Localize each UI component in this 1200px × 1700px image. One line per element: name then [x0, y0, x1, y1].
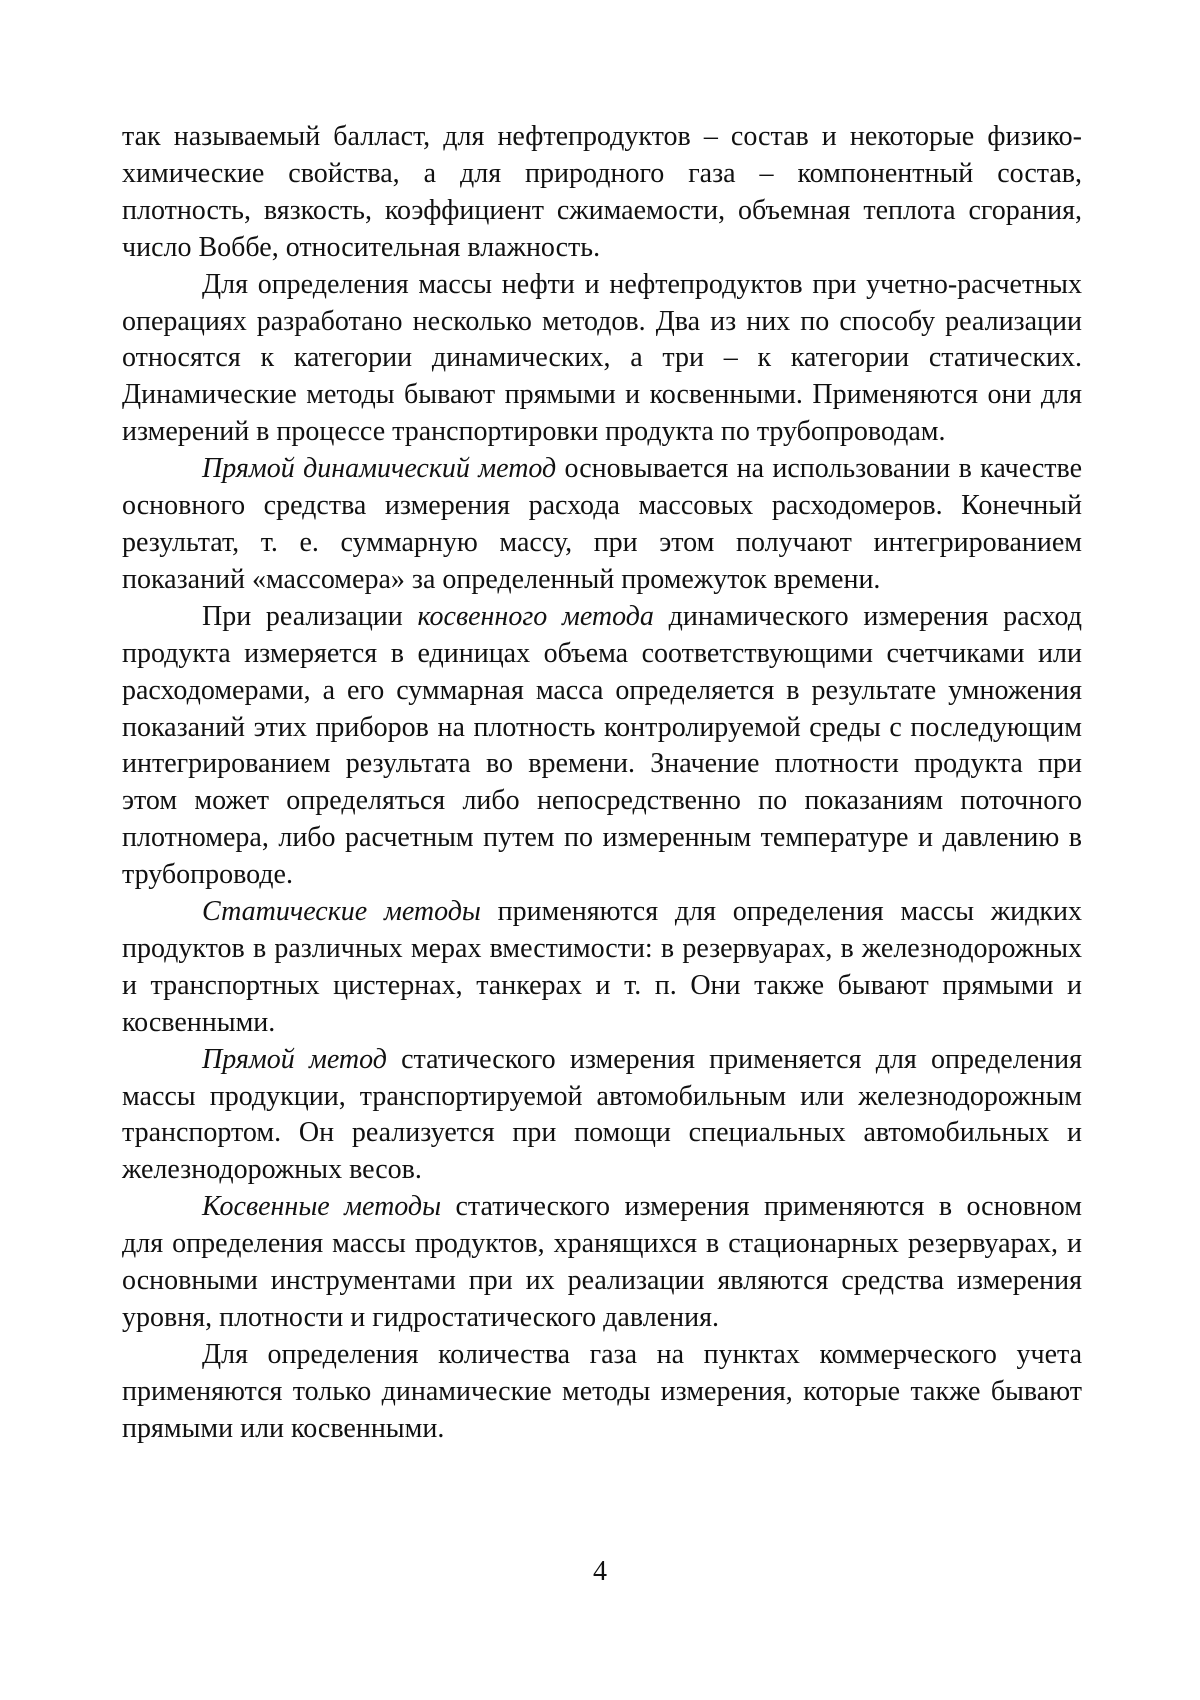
paragraph-static-methods: [122, 894, 1082, 1042]
paragraph-gas-metering: [122, 1337, 1082, 1448]
term-direct-method: Прямой метод: [202, 1044, 387, 1075]
term-indirect-methods: Косвенные методы: [202, 1191, 441, 1222]
paragraph-text: статического измерения применяются в основном для определения массы продуктов, хранящихся в стационарных резервуарах, и основными инструментами при их реализации являются средства измерения уровня, плотности и гидростатического давления.: [122, 1191, 1082, 1333]
term-direct-dynamic-method: Прямой динамический метод: [202, 453, 556, 484]
paragraph-methods-overview: [122, 267, 1082, 452]
paragraph-direct-dynamic-method: [122, 451, 1082, 599]
body-text: [122, 119, 1082, 1448]
paragraph-direct-method: [122, 1042, 1082, 1190]
paragraph-text: применяются для определения массы жидких продуктов в различных мерах вместимости: в резервуарах, в железнодорожных и транспортных цистернах, танкерах и т. п. Они также бывают прямыми и косвенными.: [122, 896, 1082, 1038]
paragraph-text: Для определения количества газа на пунктах коммерческого учета применяются только динамические методы измерения, которые также бывают прямыми или косвенными.: [122, 1339, 1082, 1444]
paragraph-text: так называемый балласт, для нефтепродуктов – состав и некоторые физико-химические свойства, а для природного газа – компонентный состав, плотность, вязкость, коэффициент сжимаемости, объемная теплота сгорания, число Воббе, относительная влажность.: [122, 121, 1082, 263]
document-page: [0, 0, 1200, 1700]
paragraph-text: статического измерения применяется для определения массы продукции, транспортируемой автомобильным или железнодорожным транспортом. Он реализуется при помощи специальных автомобильных и железнодорожных весов.: [122, 1044, 1082, 1186]
paragraph-ballast: [122, 119, 1082, 267]
paragraph-indirect-method: [122, 599, 1082, 894]
term-indirect-method: косвенного метода: [418, 601, 654, 632]
term-static-methods: Статические методы: [202, 896, 481, 927]
paragraph-text: Для определения массы нефти и нефтепродуктов при учетно-расчетных операциях разработано несколько методов. Два из них по способу реализации относятся к категории динамических, а три – к категории статических. Динамические методы бывают прямыми и косвенными. Применяются они для измерений в процессе транспортировки продукта по трубопроводам.: [122, 269, 1082, 448]
paragraph-lead-text: При реализации: [202, 601, 418, 632]
page-number: 4: [0, 1556, 1200, 1588]
paragraph-text: основывается на использовании в качестве основного средства измерения расхода массовых расходомеров. Конечный результат, т. е. суммарную массу, при этом получают интегрированием показаний «массомера» за определенный промежуток времени.: [122, 453, 1082, 595]
paragraph-indirect-methods: [122, 1189, 1082, 1337]
paragraph-text: динамического измерения расход продукта измеряется в единицах объема соответствующими счетчиками или расходомерами, а его суммарная масса определяется в результате умножения показаний этих приборов на плотность контролируемой среды с последующим интегрированием результата во времени. Значение плотности продукта при этом может определяться либо непосредственно по показаниям поточного плотномера, либо расчетным путем по измеренным температуре и давлению в трубопроводе.: [122, 601, 1082, 890]
